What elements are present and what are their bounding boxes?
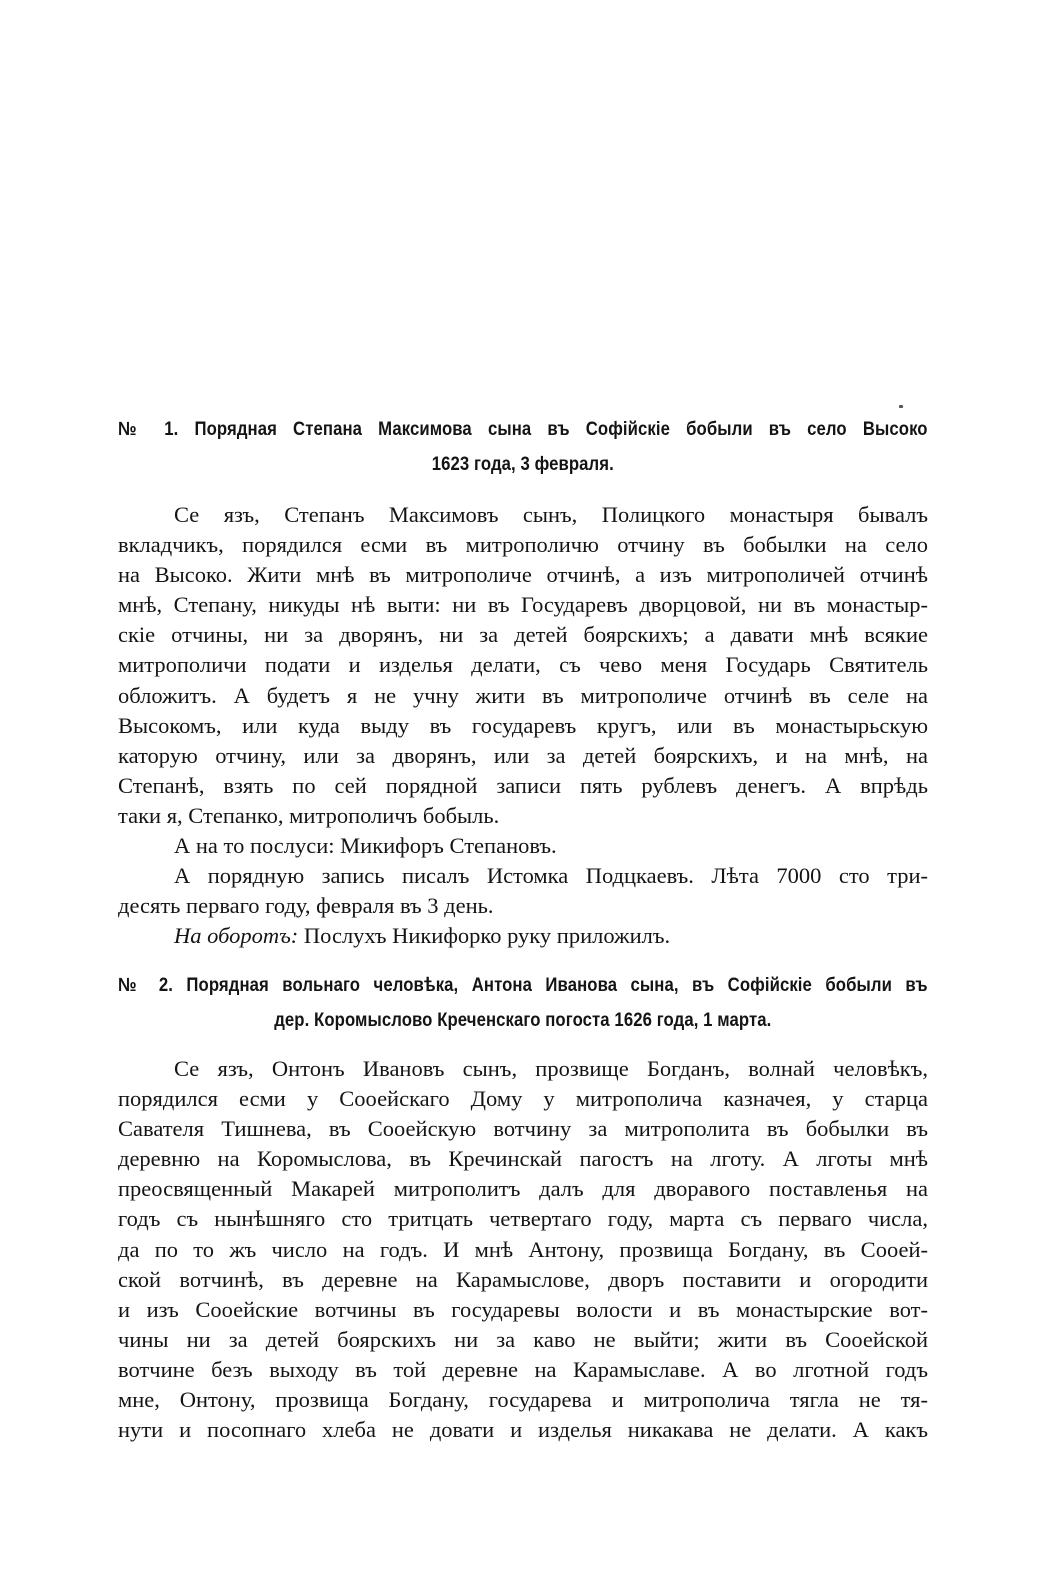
- doc2-body-line: Се язъ, Онтонъ Ивановъ сынъ, прозвище Богданъ, волнай человѣкъ,: [174, 1056, 928, 1081]
- doc2-body-line: ской вотчинѣ, въ деревне на Карамыслове, дворъ поставити и огородити: [118, 1266, 928, 1292]
- doc1-body-line: вкладчикъ, порядился есми въ митрополичю отчину въ бобылки на село: [118, 532, 928, 558]
- doc1-body-line: каторую отчину, или за дворянъ, или за детей боярскихъ, и на мнѣ, на: [118, 742, 928, 768]
- doc2-body-line: и изъ Сооейские вотчины въ государевы волости и въ монастырские вот-: [118, 1296, 928, 1322]
- doc2-heading-line-2: дер. Коромыслово Креченскаго погоста 1626 года, 1 марта.: [274, 1010, 772, 1031]
- doc1-body-line: скіе отчины, ни за дворянъ, ни за детей боярскихъ; а давати мнѣ всякие: [118, 622, 928, 648]
- doc1-body-line: таки я, Степанко, митрополичъ бобыль.: [118, 802, 500, 828]
- doc1-body-line: Степанѣ, взять по сей порядной записи пять рублевъ денегъ. А впрѣдь: [118, 772, 928, 798]
- doc2-body-line: преосвященный Макарей митрополитъ далъ для дворавого поставленья на: [118, 1176, 928, 1202]
- doc1-body-line: Высокомъ, или куда выду въ государевъ кругъ, или въ монастырьскую: [118, 712, 928, 738]
- doc2-heading: [118, 968, 928, 1038]
- doc2-body-line: порядился есми у Сооейскаго Дому у митрополича казначея, у старца: [118, 1086, 928, 1112]
- doc1-reverse-text: Послухъ Никифорко руку приложилъ.: [298, 923, 671, 949]
- doc2-body-line: годъ съ нынѣшняго сто тритцать четвертаго году, марта съ перваго числа,: [118, 1206, 928, 1232]
- doc1-heading-line-1: № 1. Порядная Степана Максимова сына въ Софійскіе бобыли въ село Высоко: [118, 419, 928, 440]
- doc1-body-line: Се язъ, Степанъ Максимовъ сынъ, Полицкого монастыря бывалъ: [174, 502, 928, 527]
- doc1-scribe-line-2: десять перваго году, февраля въ 3 день.: [118, 893, 494, 919]
- doc1-body-line: мнѣ, Степану, никуды нѣ выти: ни въ Государевъ дворцовой, ни въ монастыр-: [118, 592, 928, 618]
- doc1-witnesses: А на то послуси: Микифоръ Степановъ.: [174, 833, 557, 859]
- doc2-body-line: деревню на Коромыслова, въ Кречинскай пагостъ на лготу. А лготы мнѣ: [118, 1146, 928, 1172]
- doc1-body: [118, 500, 928, 951]
- doc1-body-line: на Высоко. Жити мнѣ въ митрополиче отчинѣ, а изъ митрополичей отчинѣ: [118, 562, 928, 588]
- doc2-body: [118, 1054, 928, 1445]
- doc2-body-line: вотчине безъ выходу въ той деревне на Карамыславе. А во лготной годъ: [118, 1356, 928, 1382]
- doc1-scribe-line-1: А порядную запись писалъ Истомка Подцкаевъ. Лѣта 7000 сто три-: [174, 863, 928, 889]
- doc1-reverse-label: На оборотъ:: [174, 923, 299, 949]
- doc1-reverse-note: [118, 921, 928, 951]
- print-speck: [899, 405, 903, 408]
- doc2-body-line: Савателя Тишнева, въ Сооейскую вотчину за митрополита въ бобылки въ: [118, 1116, 928, 1142]
- doc1-heading-line-2: 1623 года, 3 февраля.: [431, 454, 614, 475]
- doc2-heading-line-1: № 2. Порядная вольнаго человѣка, Антона Иванова сына, въ Софійскіе бобыли въ: [118, 975, 928, 996]
- doc2-body-line: да по то жъ число на годъ. И мнѣ Антону, прозвища Богдану, въ Сооей-: [118, 1236, 928, 1262]
- doc2-body-line: чины ни за детей боярскихъ ни за каво не выйти; жити въ Сооейской: [118, 1326, 928, 1352]
- doc1-heading: [118, 412, 928, 482]
- doc1-body-line: обложитъ. А будетъ я не учну жити въ митрополиче отчинѣ въ селе на: [118, 682, 928, 708]
- doc2-body-line: мне, Онтону, прозвища Богдану, государева и митрополича тягла не тя-: [118, 1387, 928, 1413]
- doc1-body-line: митрополичи подати и изделья делати, съ чево меня Государь Святитель: [118, 652, 928, 678]
- doc2-body-line: нути и посопнаго хлеба не довати и изделья никакава не делати. А какъ: [118, 1417, 928, 1443]
